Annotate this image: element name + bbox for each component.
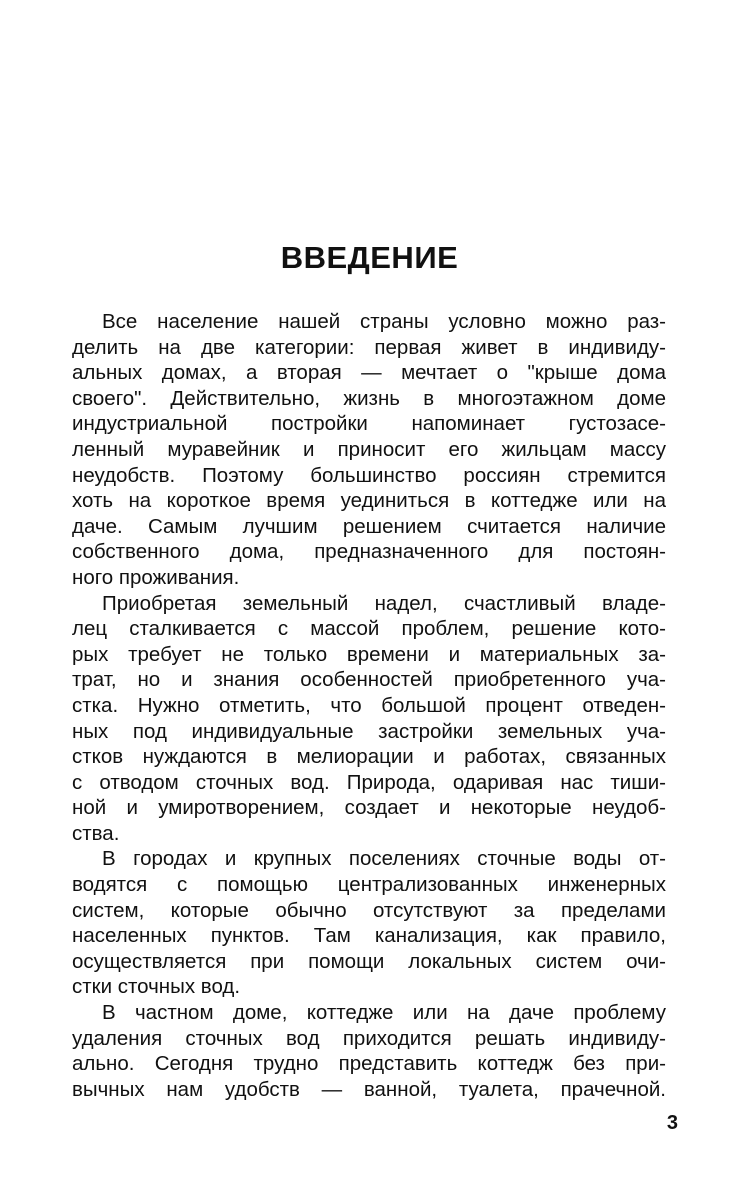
text-line: ленный муравейник и приносит его жильцам массу bbox=[72, 437, 666, 461]
text-line: собственного дома, предназначенного для постоян- bbox=[72, 540, 666, 564]
body-text bbox=[72, 309, 666, 1102]
text-line: альных домах, а вторая — мечтает о "крыше дома bbox=[72, 361, 666, 385]
text-line: ного проживания. bbox=[72, 565, 240, 589]
text-line: населенных пунктов. Там канализация, как правило, bbox=[72, 924, 666, 948]
text-line: В городах и крупных поселениях сточные воды от- bbox=[102, 847, 666, 871]
text-line: даче. Самым лучшим решением считается наличие bbox=[72, 514, 666, 538]
text-line: вычных нам удобств — ванной, туалета, прачечной. bbox=[72, 1077, 666, 1101]
text-line: осуществляется при помощи локальных систем очи- bbox=[72, 949, 666, 973]
text-line: ально. Сегодня трудно представить коттедж без при- bbox=[72, 1052, 666, 1076]
text-line: стка. Нужно отметить, что большой процент отведен- bbox=[72, 693, 666, 717]
text-line: лец сталкивается с массой проблем, решение кото- bbox=[72, 617, 666, 641]
paragraph bbox=[72, 1000, 666, 1102]
text-line: индустриальной постройки напоминает густозасе- bbox=[72, 412, 666, 436]
chapter-title: ВВЕДЕНИЕ bbox=[280, 240, 459, 275]
text-line: систем, которые обычно отсутствуют за пределами bbox=[72, 898, 666, 922]
text-line: хоть на короткое время уединиться в коттедже или на bbox=[72, 489, 666, 513]
paragraph bbox=[72, 591, 666, 847]
text-line: ных под индивидуальные застройки земельных уча- bbox=[72, 719, 666, 743]
text-line: Приобретая земельный надел, счастливый владе- bbox=[102, 591, 666, 615]
text-line: Все население нашей страны условно можно раз- bbox=[102, 310, 666, 333]
text-line: неудобств. Поэтому большинство россиян стремится bbox=[72, 463, 666, 487]
text-line: трат, но и знания особенностей приобретенного уча- bbox=[72, 668, 666, 692]
text-line: стки сточных вод. bbox=[72, 975, 241, 999]
text-line: ства. bbox=[72, 821, 120, 845]
paragraph bbox=[72, 309, 666, 591]
text-line: стков нуждаются в мелиорации и работах, связанных bbox=[72, 745, 666, 769]
text-line: ной и умиротворением, создает и некоторые неудоб- bbox=[72, 796, 666, 820]
text-line: своего". Действительно, жизнь в многоэтажном доме bbox=[72, 386, 666, 410]
paragraph bbox=[72, 846, 666, 1000]
page-number: 3 bbox=[666, 1112, 678, 1134]
text-line: с отводом сточных вод. Природа, одаривая нас тиши- bbox=[72, 770, 666, 794]
text-line: удаления сточных вод приходится решать индивиду- bbox=[72, 1026, 666, 1050]
text-line: водятся с помощью централизованных инженерных bbox=[72, 873, 666, 897]
text-line: делить на две категории: первая живет в индивиду- bbox=[72, 335, 666, 359]
text-line: В частном доме, коттедже или на даче проблему bbox=[102, 1001, 666, 1025]
text-line: рых требует не только времени и материальных за- bbox=[72, 642, 666, 666]
